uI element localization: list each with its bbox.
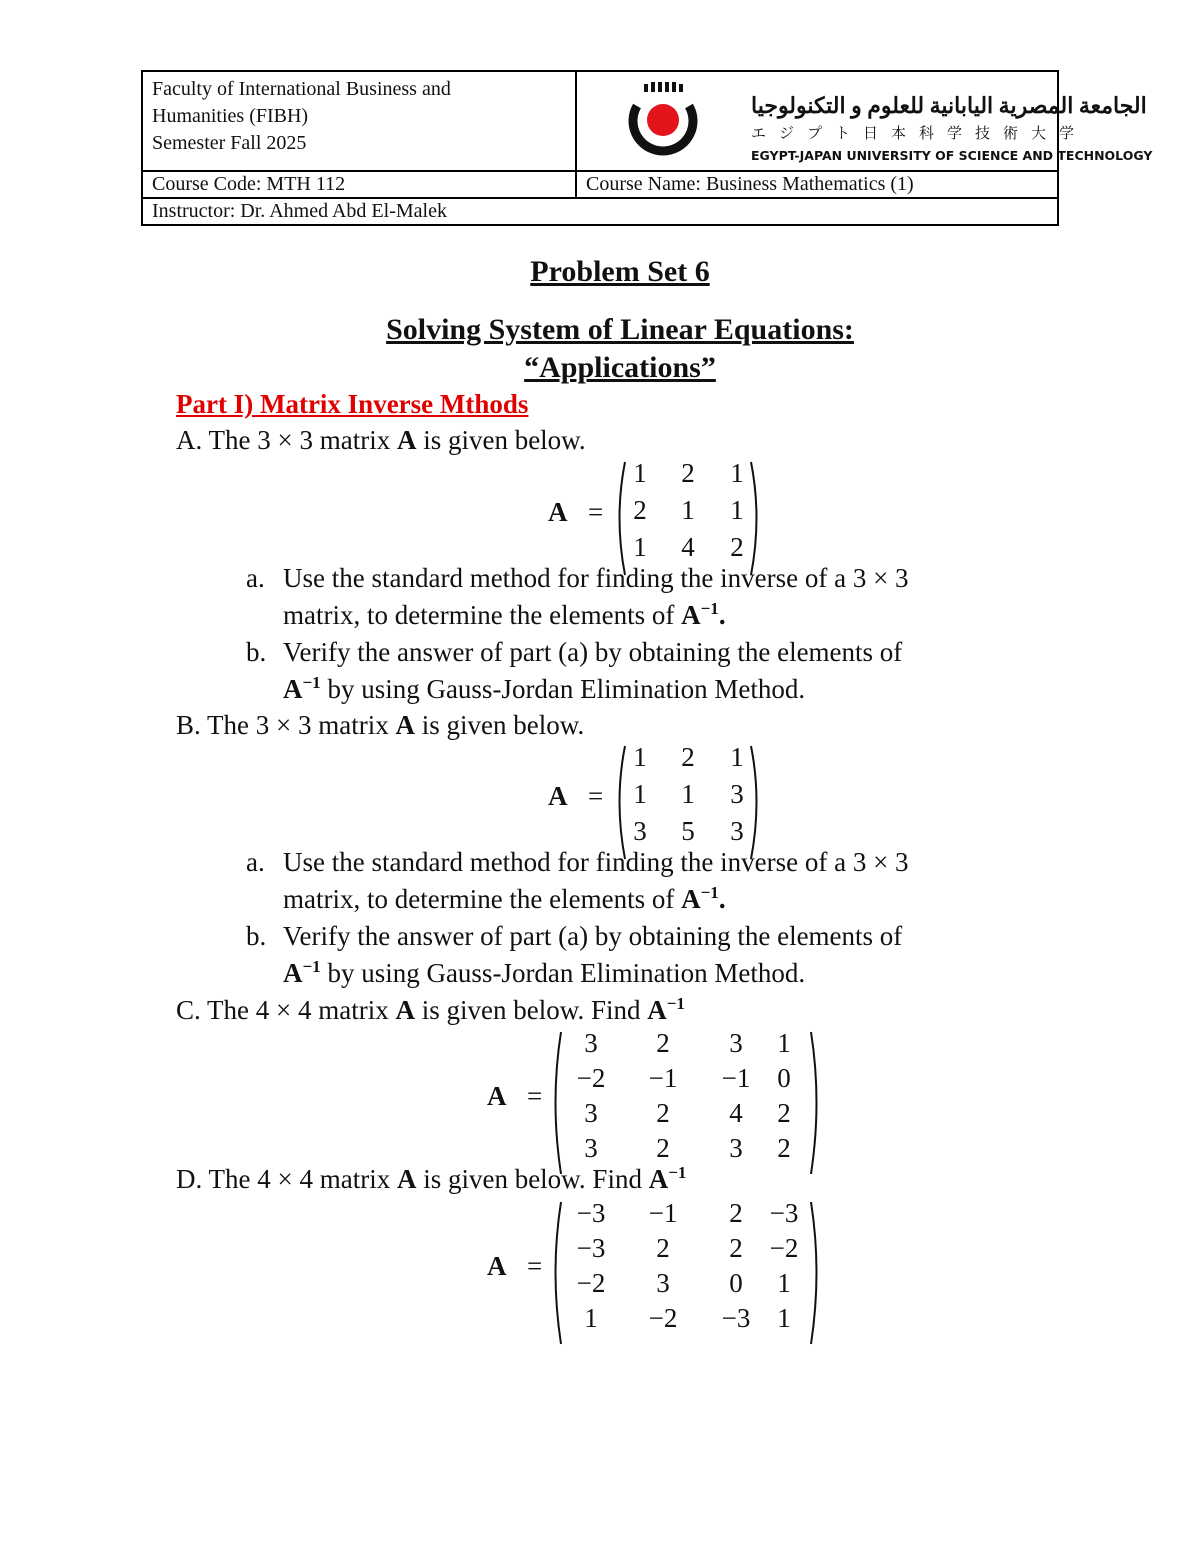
matrix-cell: 3	[656, 1268, 670, 1298]
matrix-cell: 2	[777, 1098, 791, 1128]
matrix-cell: 3	[584, 1133, 598, 1163]
matrix-cell: −1	[721, 1063, 751, 1093]
problem-a-part-a-line1: Use the standard method for finding the inverse of a 3 × 3	[283, 563, 909, 593]
matrix-label: A	[487, 1251, 507, 1281]
matrix-left-paren-icon	[612, 744, 628, 863]
instructor: Instructor: Dr. Ahmed Abd El-Malek	[142, 198, 1058, 225]
matrix-right-paren-icon	[808, 1200, 824, 1348]
matrix-left-paren-icon	[548, 1200, 564, 1348]
matrix-cell: 1	[730, 495, 744, 525]
statement-text: The 4 × 4 matrix	[207, 995, 389, 1025]
matrix-cell: −3	[576, 1233, 606, 1263]
matrix-symbol: A	[396, 425, 417, 455]
matrix-right-paren-icon	[748, 460, 764, 579]
matrix-right-paren-icon	[808, 1030, 824, 1178]
problem-b-part-b-label: b.	[246, 921, 267, 951]
matrix-cell: 1	[777, 1268, 791, 1298]
matrix-cell: 2	[730, 532, 744, 562]
inverse-exponent: −1	[700, 883, 719, 902]
faculty-cell	[142, 71, 576, 171]
problem-letter: C.	[176, 995, 201, 1025]
equals-sign: =	[588, 496, 604, 527]
part-heading: Part I) Matrix Inverse Mthods	[176, 389, 529, 419]
problem-b-statement	[176, 710, 584, 741]
line-text: matrix, to determine the elements of	[283, 600, 675, 630]
problem-b-part-a-line2: matrix, to determine the elements of $A^{-1}$.	[283, 883, 726, 914]
statement-text: The 3 × 3 matrix	[207, 710, 389, 740]
problem-c-statement	[176, 995, 685, 1026]
matrix-cell: 2	[656, 1098, 670, 1128]
inverse-symbol: A	[647, 995, 667, 1025]
problem-d-statement	[176, 1164, 686, 1195]
problem-a-part-b-line2	[283, 674, 805, 705]
inverse-exponent: −1	[668, 1163, 687, 1182]
matrix-cell: 2	[729, 1198, 743, 1228]
matrix-cell: −3	[769, 1198, 799, 1228]
university-name-arabic: الجامعة المصرية اليابانية للعلوم و التكنولوجيا	[751, 93, 1147, 118]
page-title: Problem Set 6	[530, 255, 710, 288]
problem-b-part-b-line2	[283, 958, 805, 989]
line-text: matrix, to determine the elements of	[283, 884, 675, 914]
faculty-line2: Humanities (FIBH)	[152, 105, 309, 127]
matrix-label: A	[548, 496, 568, 527]
matrix-cell: −2	[648, 1303, 678, 1333]
matrix-cell: 3	[730, 816, 744, 846]
equals-sign: =	[527, 1251, 543, 1281]
matrix-cell: 4	[681, 532, 695, 562]
equals-sign: =	[527, 1081, 543, 1111]
matrix-cell: −3	[576, 1198, 606, 1228]
matrix-cell: −1	[648, 1063, 678, 1093]
matrix-cell: 2	[681, 458, 695, 488]
matrix-left-paren-icon	[548, 1030, 564, 1178]
problem-b-part-a-line1: Use the standard method for finding the inverse of a 3 × 3	[283, 847, 909, 877]
matrix-cell: 2	[656, 1133, 670, 1163]
matrix-cell: −2	[769, 1233, 799, 1263]
inverse-symbol: A	[283, 674, 303, 704]
matrix-cell: 1	[730, 458, 744, 488]
statement-text: The 3 × 3 matrix	[208, 425, 391, 455]
statement-end: is given below.	[423, 425, 586, 455]
matrix-left-paren-icon	[612, 460, 628, 579]
matrix-cell: 2	[681, 742, 695, 772]
course-code: Course Code: MTH 112	[142, 171, 576, 198]
problem-a-part-a-line2: matrix, to determine the elements of $A^{-1}$.	[283, 599, 726, 630]
matrix-right-paren-icon	[748, 744, 764, 863]
university-name-japanese: エジプト日本科学技術大学	[751, 124, 1088, 142]
matrix-cell: −1	[648, 1198, 678, 1228]
university-name-english: EGYPT-JAPAN UNIVERSITY OF SCIENCE AND TECHNOLOGY	[751, 148, 1153, 163]
problem-letter: A.	[176, 425, 203, 455]
matrix-cell: 1	[633, 458, 647, 488]
matrix-cell: 1	[633, 532, 647, 562]
statement-end: is given below. Find	[423, 1164, 642, 1194]
problem-b-part-a-label: a.	[246, 847, 265, 877]
matrix-label: A	[487, 1081, 507, 1111]
inverse-symbol: A	[681, 884, 701, 914]
matrix-cell: 2	[729, 1233, 743, 1263]
inverse-exponent: −1	[302, 957, 321, 976]
matrix-cell: 3	[633, 816, 647, 846]
matrix-cell: 3	[584, 1028, 598, 1058]
problem-b-part-b-line1: Verify the answer of part (a) by obtaining the elements of	[283, 921, 903, 951]
matrix-cell: 3	[729, 1133, 743, 1163]
matrix-cell: 0	[729, 1268, 743, 1298]
matrix-cell: 3	[729, 1028, 743, 1058]
matrix-symbol: A	[395, 710, 415, 740]
ejust-emblem-icon	[627, 82, 699, 158]
inverse-exponent: −1	[700, 599, 719, 618]
statement-end: is given below.	[421, 710, 585, 740]
problem-a-part-a-label: a.	[246, 563, 265, 593]
problem-a-part-b-label: b.	[246, 637, 267, 667]
statement-end: is given below. Find	[421, 995, 641, 1025]
problem-a-statement	[176, 425, 586, 456]
matrix-cell: 1	[777, 1303, 791, 1333]
matrix-label: A	[548, 780, 568, 811]
inverse-symbol: A	[681, 600, 701, 630]
matrix-cell: −3	[721, 1303, 751, 1333]
inverse-exponent: −1	[302, 673, 321, 692]
matrix-symbol: A	[395, 995, 415, 1025]
university-logo	[627, 82, 1153, 163]
matrix-symbol: A	[396, 1164, 417, 1194]
matrix-cell: 1	[633, 779, 647, 809]
matrix-cell: 3	[730, 779, 744, 809]
matrix-cell: 1	[681, 495, 695, 525]
matrix-cell: 0	[777, 1063, 791, 1093]
matrix-cell: 1	[777, 1028, 791, 1058]
matrix-cell: 2	[633, 495, 647, 525]
subtitle-line1: Solving System of Linear Equations:	[386, 313, 854, 346]
logo-cell	[576, 71, 1153, 171]
problem-letter: D.	[176, 1164, 203, 1194]
line-text: by using Gauss-Jordan Elimination Method.	[327, 958, 806, 988]
matrix-cell: −2	[576, 1063, 606, 1093]
problem-a-part-b-line1: Verify the answer of part (a) by obtaining the elements of	[283, 637, 903, 667]
matrix-cell: 2	[656, 1028, 670, 1058]
matrix-cell: 1	[730, 742, 744, 772]
inverse-exponent: −1	[666, 994, 685, 1013]
problem-letter: B.	[176, 710, 201, 740]
matrix-cell: 4	[729, 1098, 743, 1128]
faculty-line1: Faculty of International Business and	[152, 78, 451, 100]
matrix-cell: 2	[777, 1133, 791, 1163]
subtitle-line2: “Applications”	[524, 351, 716, 384]
inverse-symbol: A	[283, 958, 303, 988]
equals-sign: =	[588, 780, 604, 811]
matrix-cell: 1	[633, 742, 647, 772]
matrix-cell: 3	[584, 1098, 598, 1128]
matrix-cell: 5	[681, 816, 695, 846]
statement-text: The 4 × 4 matrix	[208, 1164, 391, 1194]
matrix-cell: −2	[576, 1268, 606, 1298]
course-name: Course Name: Business Mathematics (1)	[576, 171, 1058, 198]
matrix-cell: 1	[681, 779, 695, 809]
matrix-cell: 1	[584, 1303, 598, 1333]
header-table	[141, 70, 1153, 226]
matrix-cell: 2	[656, 1233, 670, 1263]
semester: Semester Fall 2025	[152, 132, 307, 154]
line-text: by using Gauss-Jordan Elimination Method.	[327, 674, 806, 704]
inverse-symbol: A	[648, 1164, 669, 1194]
